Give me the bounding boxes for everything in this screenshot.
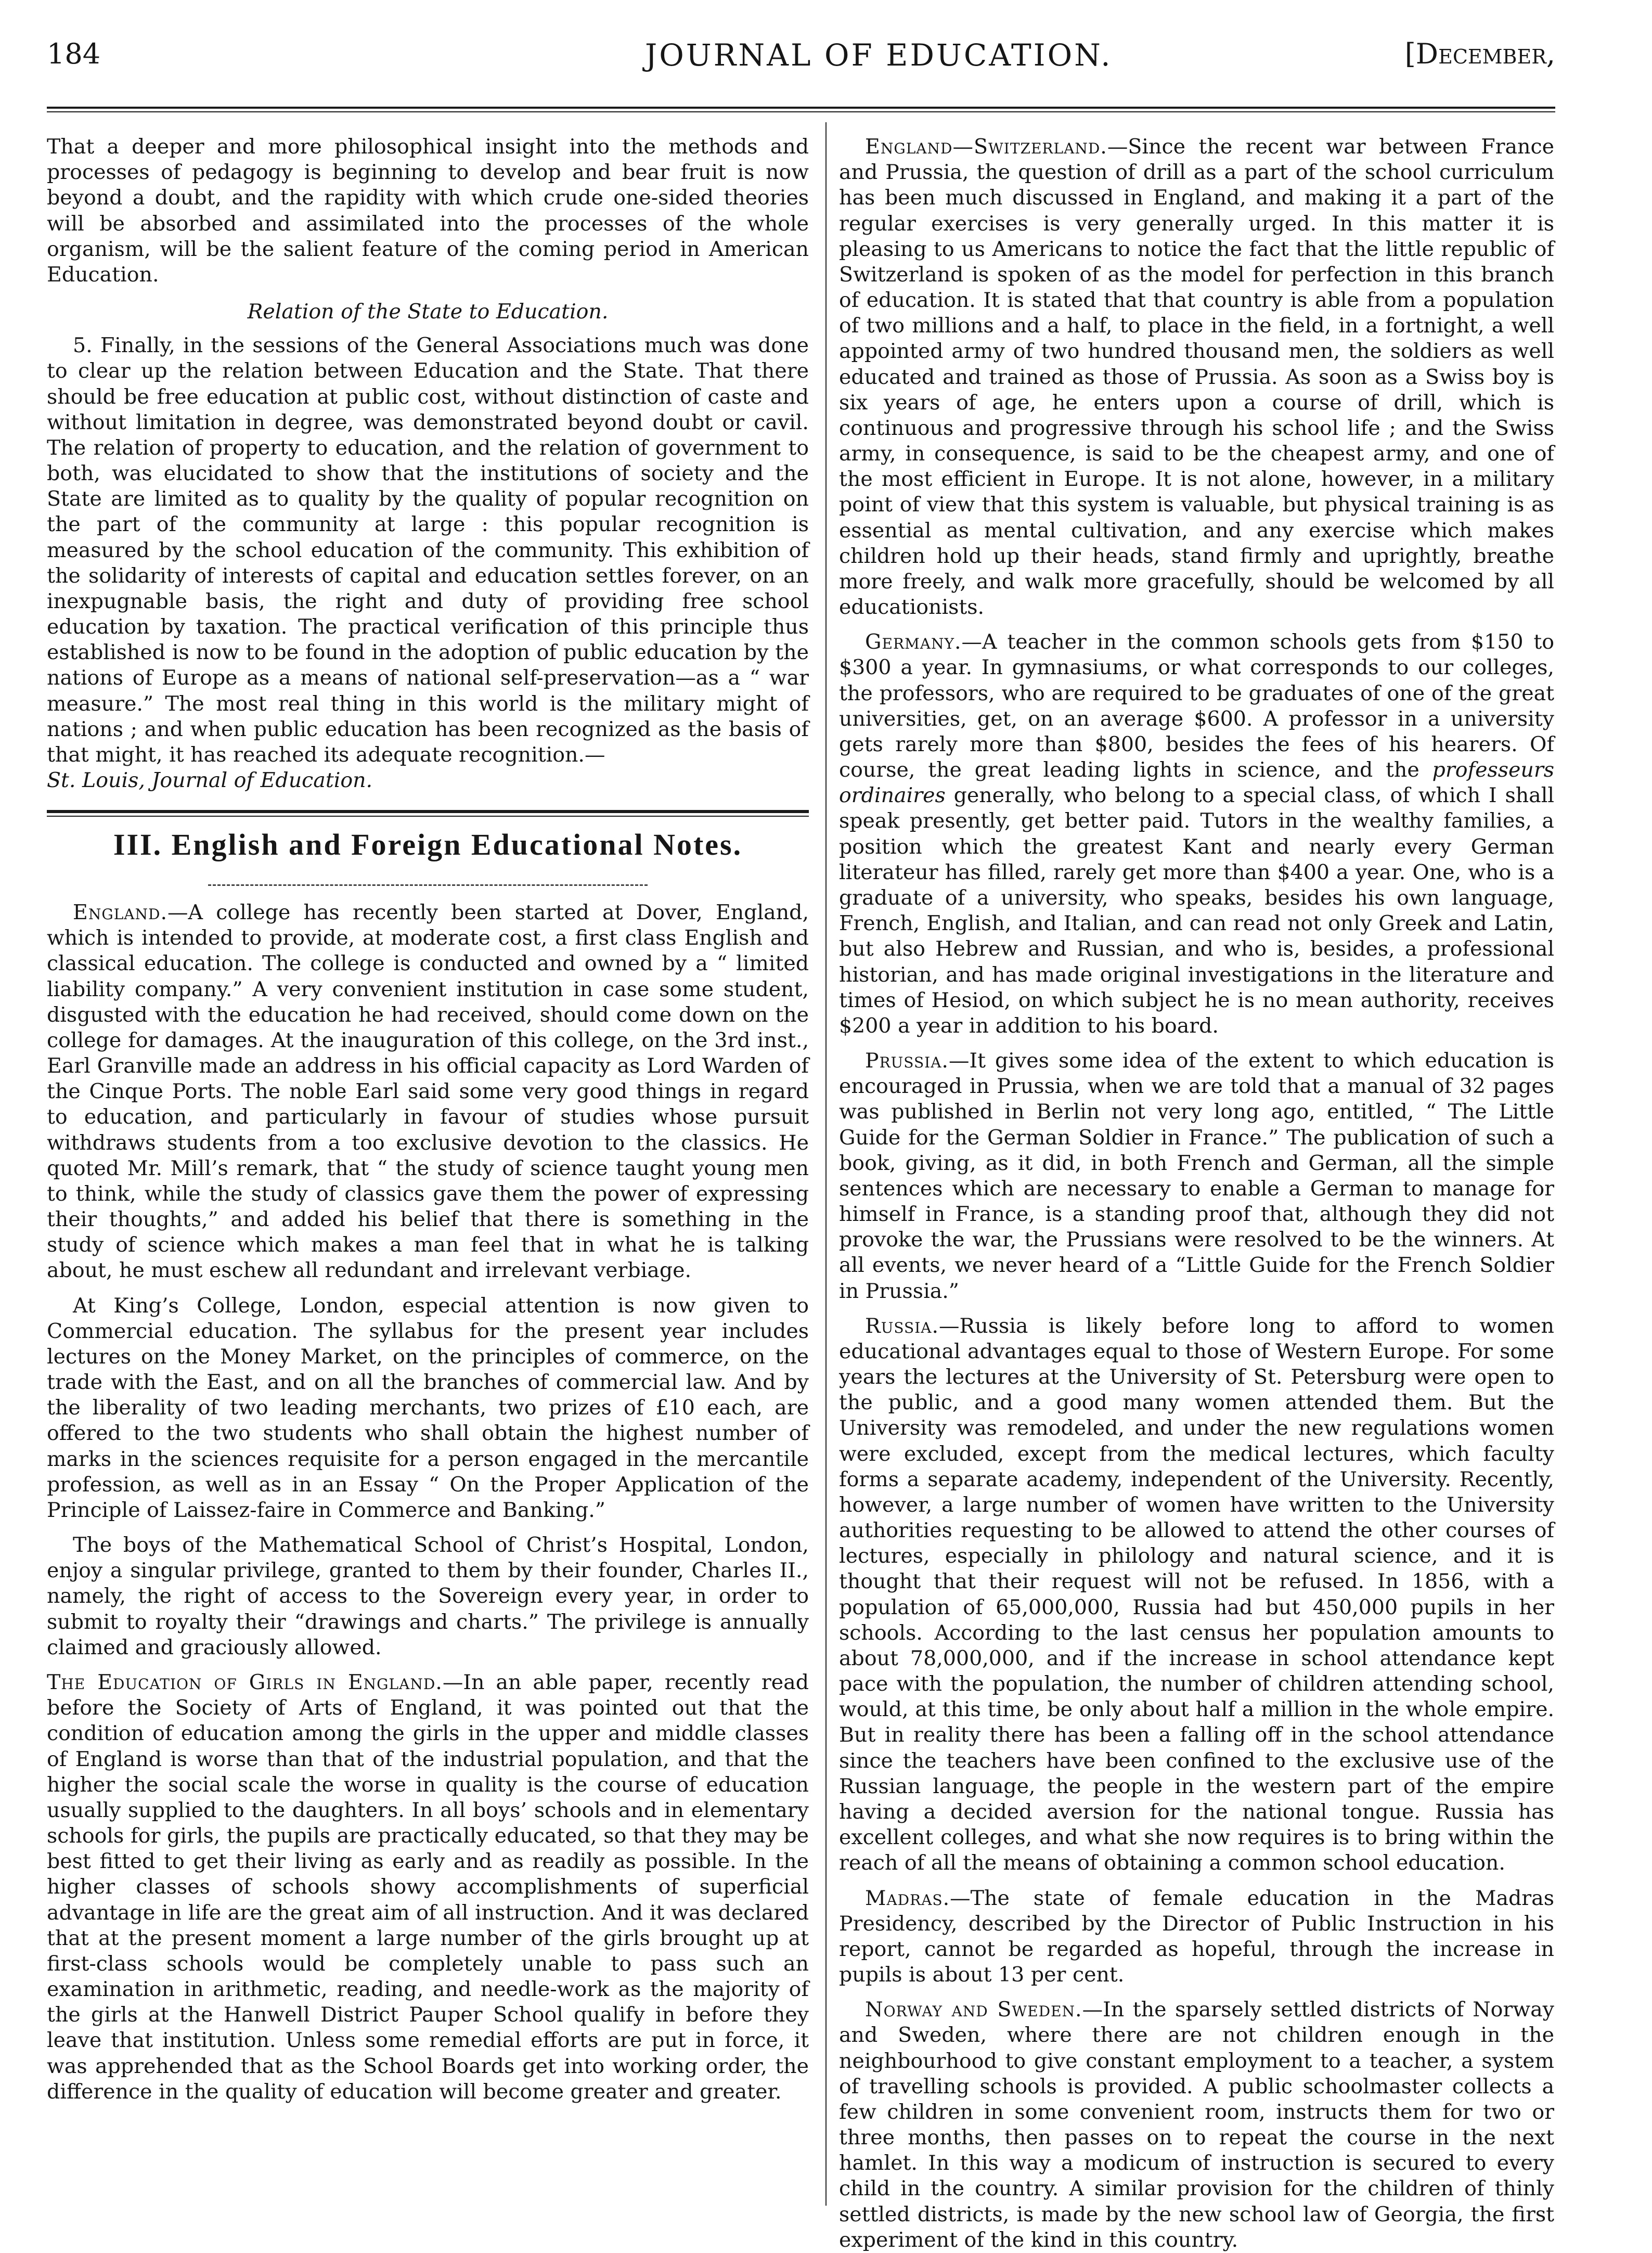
- russia-text: —Russia is likely before long to afford to women educational advantages equal to those of Western Europe. For some years the lectures at the University of St. Petersburg were open to the public, and a good many women attended them. But the University was remodeled, and under the new regulations women were excluded, except from the medical lectures, which faculty forms a separate academy, independent of the University. Recently, however, a large number of women have written to the University authorities requesting to be allowed to attend the other courses of lectures, especially in philology and natural science, and it is thought that their request will not be refused. In 1856, with a population of 65,000,000, Russia had but 450,000 pupils in her schools. According to the last census her population amounts to about 78,000,000, and if the increase in school attendance kept pace with the population, the number of children attending school, would, at this time, be only about half a million in the whole empire. But in reality there has been a falling off in the school attendance since the teachers have been confined to the exclusive use of the Russian language, the people in the western part of the empire having a decided aversion for the national tongue. Russia has excellent colleges, and what she now requires is to bring within the reach of all the means of obtaining a common school education.: [839, 1314, 1554, 1875]
- kings-college-paragraph: At King’s College, London, especial attention is now given to Commercial education. The syllabus for the present year includes lectures on the Money Market, on the principles of commerce, on the trade with the East, and on all the branches of commercial law. And by the liberality of two leading merchants, two prizes of £10 each, are offered to the two students who shall obtain the highest number of marks in the sciences requisite for a person engaged in the mercantile profession, as well as in an Essay “ On the Proper Application of the Principle of Laissez-faire in Commerce and Banking.”: [47, 1293, 809, 1522]
- germany-text-2: generally, who belong to a special class, of which I shall speak presently, get better paid. Tutors in the wealthy families, a position which the greatest Kant and nearly every German literateur has filled, rarely get more than $400 a year. One, who is a graduate of a university, who speaks, besides his own language, French, English, and Italian, and can read not only Greek and Latin, but also Hebrew and Russian, and who is, besides, a professional historian, and has made original investigations in the literature and times of Hesiod, on which subject he is no mean authority, receives $200 a year in addition to his board.: [839, 783, 1554, 1038]
- madras-paragraph: [839, 1886, 1554, 1988]
- left-column-top: [47, 134, 809, 808]
- christs-hospital-paragraph: The boys of the Mathematical School of Christ’s Hospital, London, enjoy a singular privilege, granted to them by their founder, Charles II., namely, the right of access to the Sovereign every year, in order to submit to royalty their “drawings and charts.” The privilege is annually claimed and graciously allowed.: [47, 1533, 809, 1659]
- germany-italic: professeurs ordinaires: [839, 758, 1554, 808]
- prussia-text: —It gives some idea of the extent to which education is encouraged in Prussia, when we are told that a manual of 32 pages was published in Berlin not very long ago, entitled, “ The Little Guide for the German Soldier in France.” The publication of such a book, giving, as it did, in both French and German, all the simple sentences which are necessary to enable a German to manage for himself in France, is a standing proof that, although they did not provoke the war, the Prussians were resolved to be the winners. At all events, we never heard of a “Little Guide for the French Soldier in Prussia.”: [839, 1049, 1554, 1303]
- switzerland-lead: England—Switzerland.: [865, 135, 1107, 159]
- russia-lead: Russia.: [865, 1314, 939, 1338]
- subheading-state-education: Relation of the State to Education.: [247, 300, 609, 324]
- germany-paragraph: [839, 629, 1554, 1039]
- prussia-lead: Prussia.: [865, 1049, 949, 1073]
- germany-lead: Germany.: [865, 630, 962, 654]
- girls-education-paragraph: [47, 1670, 809, 2105]
- england-paragraph: [47, 900, 809, 1284]
- norway-sweden-paragraph: [839, 1997, 1554, 2253]
- england-text: —A college has recently been started at Dover, England, which is intended to provide, at moderate cost, a first class English and classical education. The college is conducted and owned by a “ limited liability company.” A very convenient institution in case some student, disgusted with the education he had received, should come down on the college for damages. At the inauguration of this college, on the 3rd inst., Earl Granville made an address in his official capacity as Lord Warden of the Cinque Ports. The noble Earl said some very good things in regard to education, and particularly in favour of studies whose pursuit withdraws students from a too exclusive devotion to the classics. He quoted Mr. Mill’s remark, that “ the study of science taught young men to think, while the study of classics gave them the power of expressing their thoughts,” and added his belief that there is something in the study of science which makes a man feel that in what he is talking about, he must eschew all redundant and irrelevant verbiage.: [47, 900, 809, 1283]
- section-rule-dashed: [208, 884, 648, 886]
- section-heading: III. English and Foreign Educational Notes.: [113, 828, 743, 861]
- england-lead: England.: [73, 900, 168, 924]
- russia-paragraph: [839, 1314, 1554, 1876]
- prussia-paragraph: [839, 1048, 1554, 1304]
- left-column-bottom: [47, 900, 809, 2206]
- page-header: [47, 21, 1555, 73]
- section-rule-thin: [47, 816, 809, 817]
- state-education-paragraph: 5. Finally, in the sessions of the General Associations much was done to clear up the relation between Education and the State. That there should be free education at public cost, without distinction of caste and without limitation in degree, was demonstrated beyond doubt or cavil. The relation of property to education, and the relation of government to both, was elucidated to show that the institutions of society and the State are limited as to quality by the quality of popular recognition on the part of the community at large : this popular recognition is measured by the school education of the community. This exhibition of the solidarity of interests of capital and education settles forever, on an inexpugnable basis, the right and duty of providing free school education by taxation. The practical verification of this principle thus established is now to be found in the adoption of public education by the nations of Europe as a means of national self-preservation—as a “ war measure.” The most real thing in this world is the military might of nations ; and when public education has been recognized as the basis of that might, it has reached its adequate recognition.—: [47, 333, 809, 767]
- header-rule-thick: [47, 107, 1555, 109]
- source-signature: St. Louis, Journal of Education.: [47, 768, 373, 793]
- germany-text-1: —A teacher in the common schools gets from $150 to $300 a year. In gymnasiums, or what corresponds to our colleges, the professors, who are required to be graduates of one of the great universities, get, on an average $600. A professor in a university gets rarely more than $800, besides the fees of his hearers. Of course, the great leading lights in science, and the: [839, 630, 1554, 782]
- switzerland-paragraph: [839, 134, 1554, 620]
- column-divider: [825, 122, 827, 2206]
- issue-month: [December,: [1404, 37, 1555, 70]
- norway-sweden-lead: Norway and Sweden.: [865, 1998, 1082, 2022]
- section-rule-thick: [47, 810, 809, 813]
- switzerland-text: —Since the recent war between France and Prussia, the question of drill as a part of the school curriculum has been much discussed in England, and making it a part of the regular exercises is very generally urged. In this matter it is pleasing to us Americans to notice the fact that the little republic of Switzerland is spoken of as the model for perfection in this branch of education. It is stated that that country is able from a population of two millions and a half, to place in the field, in a fortnight, a well appointed army of two hundred thousand men, the soldiers as well educated and trained as those of Prussia. As soon as a Swiss boy is six years of age, he enters upon a course of drill, which is continuous and progressive through his school life ; and the Swiss army, in consequence, is said to be the cheapest army, and one of the most efficient in Europe. It is not alone, however, in a military point of view that this system is valuable, but physical training is as essential as mental cultivation, and any exercise which makes children hold up their heads, stand firmly and uprightly, breathe more freely, and walk more gracefully, should be welcomed by all educationists.: [839, 135, 1554, 620]
- right-column: [839, 134, 1554, 2252]
- journal-title: JOURNAL OF EDUCATION.: [645, 37, 1113, 73]
- girls-education-lead: The Education of Girls in England.: [47, 1670, 443, 1694]
- madras-lead: Madras.: [865, 1886, 950, 1910]
- intro-paragraph: That a deeper and more philosophical insight into the methods and processes of pedagogy is beginning to develop and bear fruit is now beyond a doubt, and the rapidity with which crude one-sided theories will be absorbed and assimilated into the processes of the whole organism, will be the salient feature of the coming period in American Education.: [47, 135, 809, 287]
- girls-education-text: —In an able paper, recently read before the Society of Arts of England, it was pointed out that the condition of education among the girls in the upper and middle classes of England is worse than that of the industrial population, and that the higher the social scale the worse in quality is the course of education usually supplied to the daughters. In all boys’ schools and in elementary schools for girls, the pupils are practically educated, so that they may be best fitted to get their living as early and as readily as possible. In the higher classes of schools showy accomplishments of superficial advantage in life are the great aim of all instruction. And it was declared that at the present moment a large number of the girls brought up at first-class schools would be completely unable to pass such an examination in arithmetic, reading, and needle-work as the majority of the girls at the Hanwell District Pauper School qualify in before they leave that institution. Unless some remedial efforts are put in force, it was apprehended that as the School Boards get into working order, the difference in the quality of education will become greater and greater.: [47, 1670, 809, 2104]
- header-rule-thin: [47, 111, 1555, 112]
- madras-text: —The state of female education in the Madras Presidency, described by the Director of Public Instruction in his report, cannot be regarded as hopeful, through the increase in pupils is about 13 per cent.: [839, 1886, 1554, 1987]
- page-number: 184: [47, 37, 101, 70]
- norway-sweden-text: —In the sparsely settled districts of Norway and Sweden, where there are not children enough in the neighbourhood to give constant employment to a teacher, a system of travelling schools is provided. A public schoolmaster collects a few children in some convenient room, instructs them for two or three months, then passes on to repeat the course in the next hamlet. In this way a modicum of instruction is secured to every child in the country. A similar provision for the children of thinly settled districts, is made by the new school law of Georgia, the first experiment of the kind in this country.: [839, 1998, 1554, 2252]
